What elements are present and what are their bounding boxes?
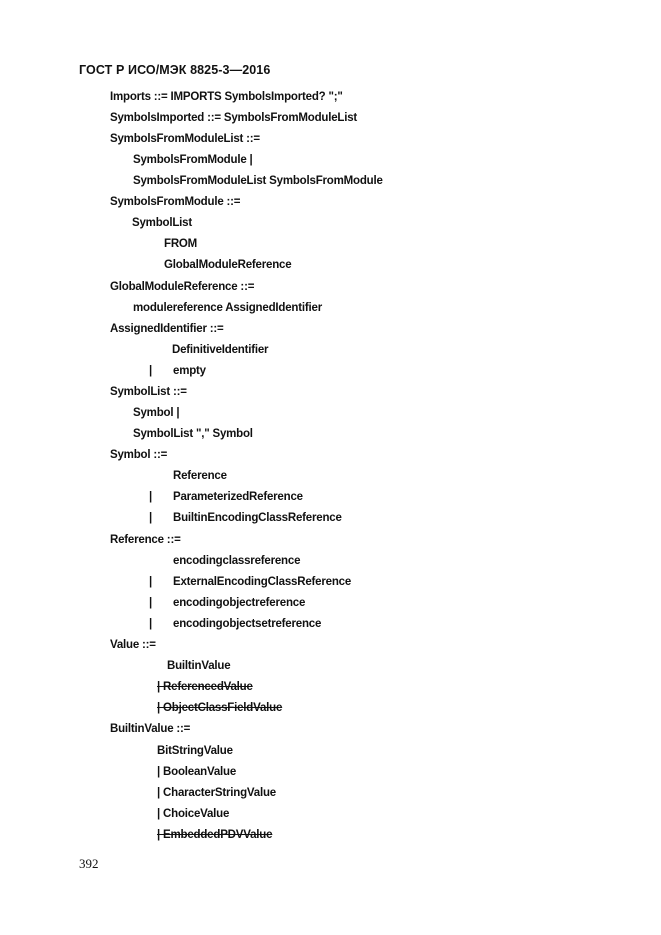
- alternative-separator: |: [149, 491, 153, 503]
- alternative-separator: |: [149, 512, 153, 524]
- alternative-separator: |: [149, 597, 153, 609]
- grammar-line: FROM: [164, 238, 198, 250]
- grammar-line: ExternalEncodingClassReference: [173, 576, 352, 588]
- struck-grammar-line: | EmbeddedPDVValue: [157, 829, 273, 841]
- grammar-line: AssignedIdentifier ::=: [110, 323, 224, 335]
- grammar-line: SymbolList "," Symbol: [133, 428, 253, 440]
- grammar-line: ParameterizedReference: [173, 491, 303, 503]
- grammar-line: GlobalModuleReference: [164, 259, 292, 271]
- grammar-line: Symbol |: [133, 407, 180, 419]
- grammar-line: SymbolsFromModuleList SymbolsFromModule: [133, 175, 383, 187]
- grammar-line: encodingobjectsetreference: [173, 618, 322, 630]
- grammar-line: empty: [173, 365, 206, 377]
- grammar-line: Reference ::=: [110, 534, 181, 546]
- struck-grammar-line: | ReferencedValue: [157, 681, 253, 693]
- grammar-line: GlobalModuleReference ::=: [110, 281, 255, 293]
- grammar-line: encodingclassreference: [173, 555, 301, 567]
- grammar-line: | BooleanValue: [157, 766, 237, 778]
- grammar-line: DefinitiveIdentifier: [172, 344, 269, 356]
- document-header: ГОСТ Р ИСО/МЭК 8825-3—2016: [79, 63, 271, 77]
- grammar-line: BuiltinEncodingClassReference: [173, 512, 342, 524]
- grammar-line: SymbolsFromModule |: [133, 154, 253, 166]
- grammar-line: BitStringValue: [157, 745, 233, 757]
- grammar-line: Reference: [173, 470, 227, 482]
- grammar-line: modulereference AssignedIdentifier: [133, 302, 322, 314]
- grammar-line: encodingobjectreference: [173, 597, 306, 609]
- grammar-line: SymbolsFromModule ::=: [110, 196, 241, 208]
- grammar-line: Value ::=: [110, 639, 156, 651]
- grammar-line: BuiltinValue: [167, 660, 231, 672]
- alternative-separator: |: [149, 365, 153, 377]
- grammar-line: SymbolsFromModuleList ::=: [110, 133, 260, 145]
- grammar-line: Symbol ::=: [110, 449, 168, 461]
- page-number: 392: [79, 856, 99, 871]
- grammar-line: SymbolList: [132, 217, 192, 229]
- alternative-separator: |: [149, 618, 153, 630]
- grammar-line: | ChoiceValue: [157, 808, 230, 820]
- grammar-line: BuiltinValue ::=: [110, 723, 191, 735]
- grammar-line: Imports ::= IMPORTS SymbolsImported? ";": [110, 91, 343, 103]
- grammar-line: | CharacterStringValue: [157, 787, 276, 799]
- grammar-line: SymbolList ::=: [110, 386, 187, 398]
- struck-grammar-line: | ObjectClassFieldValue: [157, 702, 283, 714]
- alternative-separator: |: [149, 576, 153, 588]
- grammar-line: SymbolsImported ::= SymbolsFromModuleList: [110, 112, 358, 124]
